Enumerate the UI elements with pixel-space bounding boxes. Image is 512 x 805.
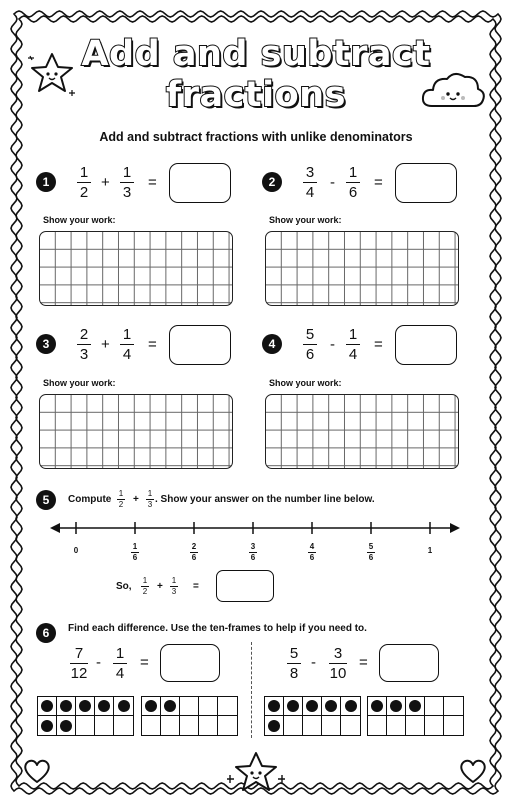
- tick-label: 1: [427, 546, 433, 555]
- ten-frame-cell: [303, 697, 322, 716]
- operator: +: [133, 494, 139, 505]
- ten-frame-cell: [57, 716, 76, 735]
- ten-frame-left-1: [37, 696, 134, 736]
- denominator: 6: [348, 184, 358, 201]
- ten-frame-cell: [284, 716, 303, 735]
- ten-frame-cell: [180, 716, 199, 735]
- ten-frame-cell: [76, 716, 95, 735]
- numerator: 2: [79, 326, 89, 343]
- answer-box-6b[interactable]: [379, 644, 439, 682]
- show-work-label-2: Show your work:: [269, 215, 342, 225]
- operator: -: [330, 336, 335, 353]
- q5-prefix: Compute: [68, 494, 112, 505]
- counter-dot: [409, 700, 421, 712]
- denominator: 3: [122, 184, 132, 201]
- ten-frame-cell: [142, 697, 161, 716]
- work-grid-2[interactable]: [265, 231, 459, 306]
- ten-frame-cell: [406, 697, 425, 716]
- counter-dot: [325, 700, 337, 712]
- ten-frame-cell: [114, 716, 133, 735]
- denominator: 4: [305, 184, 315, 201]
- answer-box-5[interactable]: [216, 570, 274, 602]
- counter-dot: [268, 700, 280, 712]
- work-grid-3[interactable]: [39, 394, 233, 469]
- denominator: 2: [118, 500, 124, 509]
- answer-box-6a[interactable]: [160, 644, 220, 682]
- title-line-1: Add and subtract: [81, 34, 431, 74]
- counter-dot: [41, 720, 53, 732]
- counter-dot: [60, 700, 72, 712]
- q6-right-fraction-b: [329, 645, 347, 682]
- ten-frame-cell: [425, 697, 444, 716]
- heart-icon: [458, 757, 488, 785]
- ten-frame-cell: [180, 697, 199, 716]
- star-icon: [26, 50, 78, 98]
- title-line-2: fractions: [166, 75, 346, 115]
- ten-frame-cell: [161, 697, 180, 716]
- denominator: 4: [122, 346, 132, 363]
- ten-frame-cell: [322, 716, 341, 735]
- ten-frame-cell: [218, 716, 237, 735]
- counter-dot: [79, 700, 91, 712]
- denominator: 12: [70, 665, 88, 682]
- ten-frame-cell: [341, 716, 360, 735]
- answer-box-2[interactable]: [395, 163, 457, 203]
- subtitle: Add and subtract fractions with unlike denominators: [99, 130, 413, 144]
- left-arrow-icon: [50, 523, 60, 533]
- q5-fraction-b: [146, 489, 154, 509]
- operator: -: [311, 654, 316, 671]
- problem-number-6: 6: [36, 623, 56, 643]
- work-grid-1[interactable]: [39, 231, 233, 306]
- operator: +: [157, 581, 163, 592]
- operator: -: [96, 654, 101, 671]
- ten-frame-cell: [425, 716, 444, 735]
- show-work-label-4: Show your work:: [269, 378, 342, 388]
- ten-frame-right-1: [264, 696, 361, 736]
- operator: +: [101, 336, 110, 353]
- denominator: 6: [305, 346, 315, 363]
- ten-frame-left-2: [141, 696, 238, 736]
- denominator: 3: [147, 500, 153, 509]
- numerator: 7: [74, 645, 84, 662]
- counter-dot: [390, 700, 402, 712]
- ten-frame-right-2: [367, 696, 464, 736]
- q6-left-fraction-a: [70, 645, 88, 682]
- numerator: 1: [147, 489, 153, 498]
- so-fraction-b: [170, 576, 178, 596]
- ten-frame-cell: [38, 716, 57, 735]
- counter-dot: [164, 700, 176, 712]
- fraction-1b: [120, 164, 134, 201]
- ten-frame-cell: [95, 697, 114, 716]
- ten-frame-cell: [38, 697, 57, 716]
- ten-frame-cell: [114, 697, 133, 716]
- ten-frame-cell: [368, 697, 387, 716]
- counter-dot: [118, 700, 130, 712]
- ten-frame-cell: [341, 697, 360, 716]
- ten-frame-cell: [199, 697, 218, 716]
- cloud-icon: [420, 68, 488, 112]
- denominator: 4: [348, 346, 358, 363]
- so-label: So,: [116, 581, 132, 592]
- show-work-label-3: Show your work:: [43, 378, 116, 388]
- ten-frame-cell: [265, 716, 284, 735]
- ten-frame-cell: [57, 697, 76, 716]
- equals-sign: =: [374, 174, 383, 191]
- ten-frame-cell: [303, 716, 322, 735]
- numerator: 1: [142, 576, 148, 585]
- numerator: 1: [118, 489, 124, 498]
- denominator: 3: [171, 587, 177, 596]
- tick-label: 5 6: [368, 542, 374, 562]
- ten-frame-cell: [161, 716, 180, 735]
- problem-number-5: 5: [36, 490, 56, 510]
- work-grid-4[interactable]: [265, 394, 459, 469]
- denominator: 10: [329, 665, 347, 682]
- ten-frame-cell: [444, 697, 463, 716]
- q6-right-fraction-a: [287, 645, 301, 682]
- fraction-3a: [77, 326, 91, 363]
- fraction-4a: [303, 326, 317, 363]
- right-arrow-icon: [450, 523, 460, 533]
- numerator: 1: [115, 645, 125, 662]
- so-fraction-a: [141, 576, 149, 596]
- equals-sign: =: [148, 174, 157, 191]
- show-work-label-1: Show your work:: [43, 215, 116, 225]
- divider: [251, 642, 252, 738]
- ten-frame-cell: [406, 716, 425, 735]
- denominator: 4: [115, 665, 125, 682]
- answer-box-3[interactable]: [169, 325, 231, 365]
- numerator: 1: [348, 326, 358, 343]
- equals-sign: =: [140, 654, 149, 671]
- numerator: 3: [333, 645, 343, 662]
- denominator: 2: [142, 587, 148, 596]
- q5-fraction-a: [117, 489, 125, 509]
- equals-sign: =: [148, 336, 157, 353]
- operator: +: [101, 174, 110, 191]
- operator: -: [330, 174, 335, 191]
- ten-frame-cell: [284, 697, 303, 716]
- ten-frame-cell: [265, 697, 284, 716]
- fraction-2a: [303, 164, 317, 201]
- numerator: 1: [171, 576, 177, 585]
- problem-number-1: 1: [36, 172, 56, 192]
- ten-frame-cell: [322, 697, 341, 716]
- tick-label: 2 6: [191, 542, 197, 562]
- denominator: 8: [289, 665, 299, 682]
- q5-suffix: . Show your answer on the number line below.: [155, 494, 375, 505]
- counter-dot: [371, 700, 383, 712]
- counter-dot: [60, 720, 72, 732]
- numerator: 3: [305, 164, 315, 181]
- ten-frame-cell: [199, 716, 218, 735]
- equals-sign: =: [193, 581, 199, 592]
- tick-label: 4 6: [309, 542, 315, 562]
- numerator: 1: [79, 164, 89, 181]
- ten-frame-cell: [368, 716, 387, 735]
- numerator: 5: [305, 326, 315, 343]
- ten-frame-cell: [444, 716, 463, 735]
- problem-number-3: 3: [36, 334, 56, 354]
- tick-label: 1 6: [132, 542, 138, 562]
- ten-frame-cell: [387, 697, 406, 716]
- q6-instruction: Find each difference. Use the ten-frames to help if you need to.: [68, 623, 367, 634]
- heart-icon: [22, 757, 52, 785]
- counter-dot: [41, 700, 53, 712]
- tick-label: 0: [73, 546, 79, 555]
- fraction-3b: [120, 326, 134, 363]
- q6-left-fraction-b: [113, 645, 127, 682]
- ten-frame-cell: [95, 716, 114, 735]
- answer-box-1[interactable]: [169, 163, 231, 203]
- equals-sign: =: [359, 654, 368, 671]
- numerator: 1: [122, 326, 132, 343]
- star-icon: [224, 749, 288, 799]
- counter-dot: [268, 720, 280, 732]
- problem-number-4: 4: [262, 334, 282, 354]
- ten-frame-cell: [387, 716, 406, 735]
- numerator: 1: [122, 164, 132, 181]
- fraction-2b: [346, 164, 360, 201]
- tick-label: 3 6: [250, 542, 256, 562]
- denominator: 3: [79, 346, 89, 363]
- counter-dot: [145, 700, 157, 712]
- problem-number-2: 2: [262, 172, 282, 192]
- ten-frame-cell: [76, 697, 95, 716]
- ten-frame-cell: [142, 716, 161, 735]
- numerator: 1: [348, 164, 358, 181]
- counter-dot: [98, 700, 110, 712]
- numerator: 5: [289, 645, 299, 662]
- denominator: 2: [79, 184, 89, 201]
- fraction-4b: [346, 326, 360, 363]
- equals-sign: =: [374, 336, 383, 353]
- counter-dot: [287, 700, 299, 712]
- counter-dot: [345, 700, 357, 712]
- answer-box-4[interactable]: [395, 325, 457, 365]
- number-line[interactable]: [50, 518, 460, 540]
- counter-dot: [306, 700, 318, 712]
- fraction-1a: [77, 164, 91, 201]
- ten-frame-cell: [218, 697, 237, 716]
